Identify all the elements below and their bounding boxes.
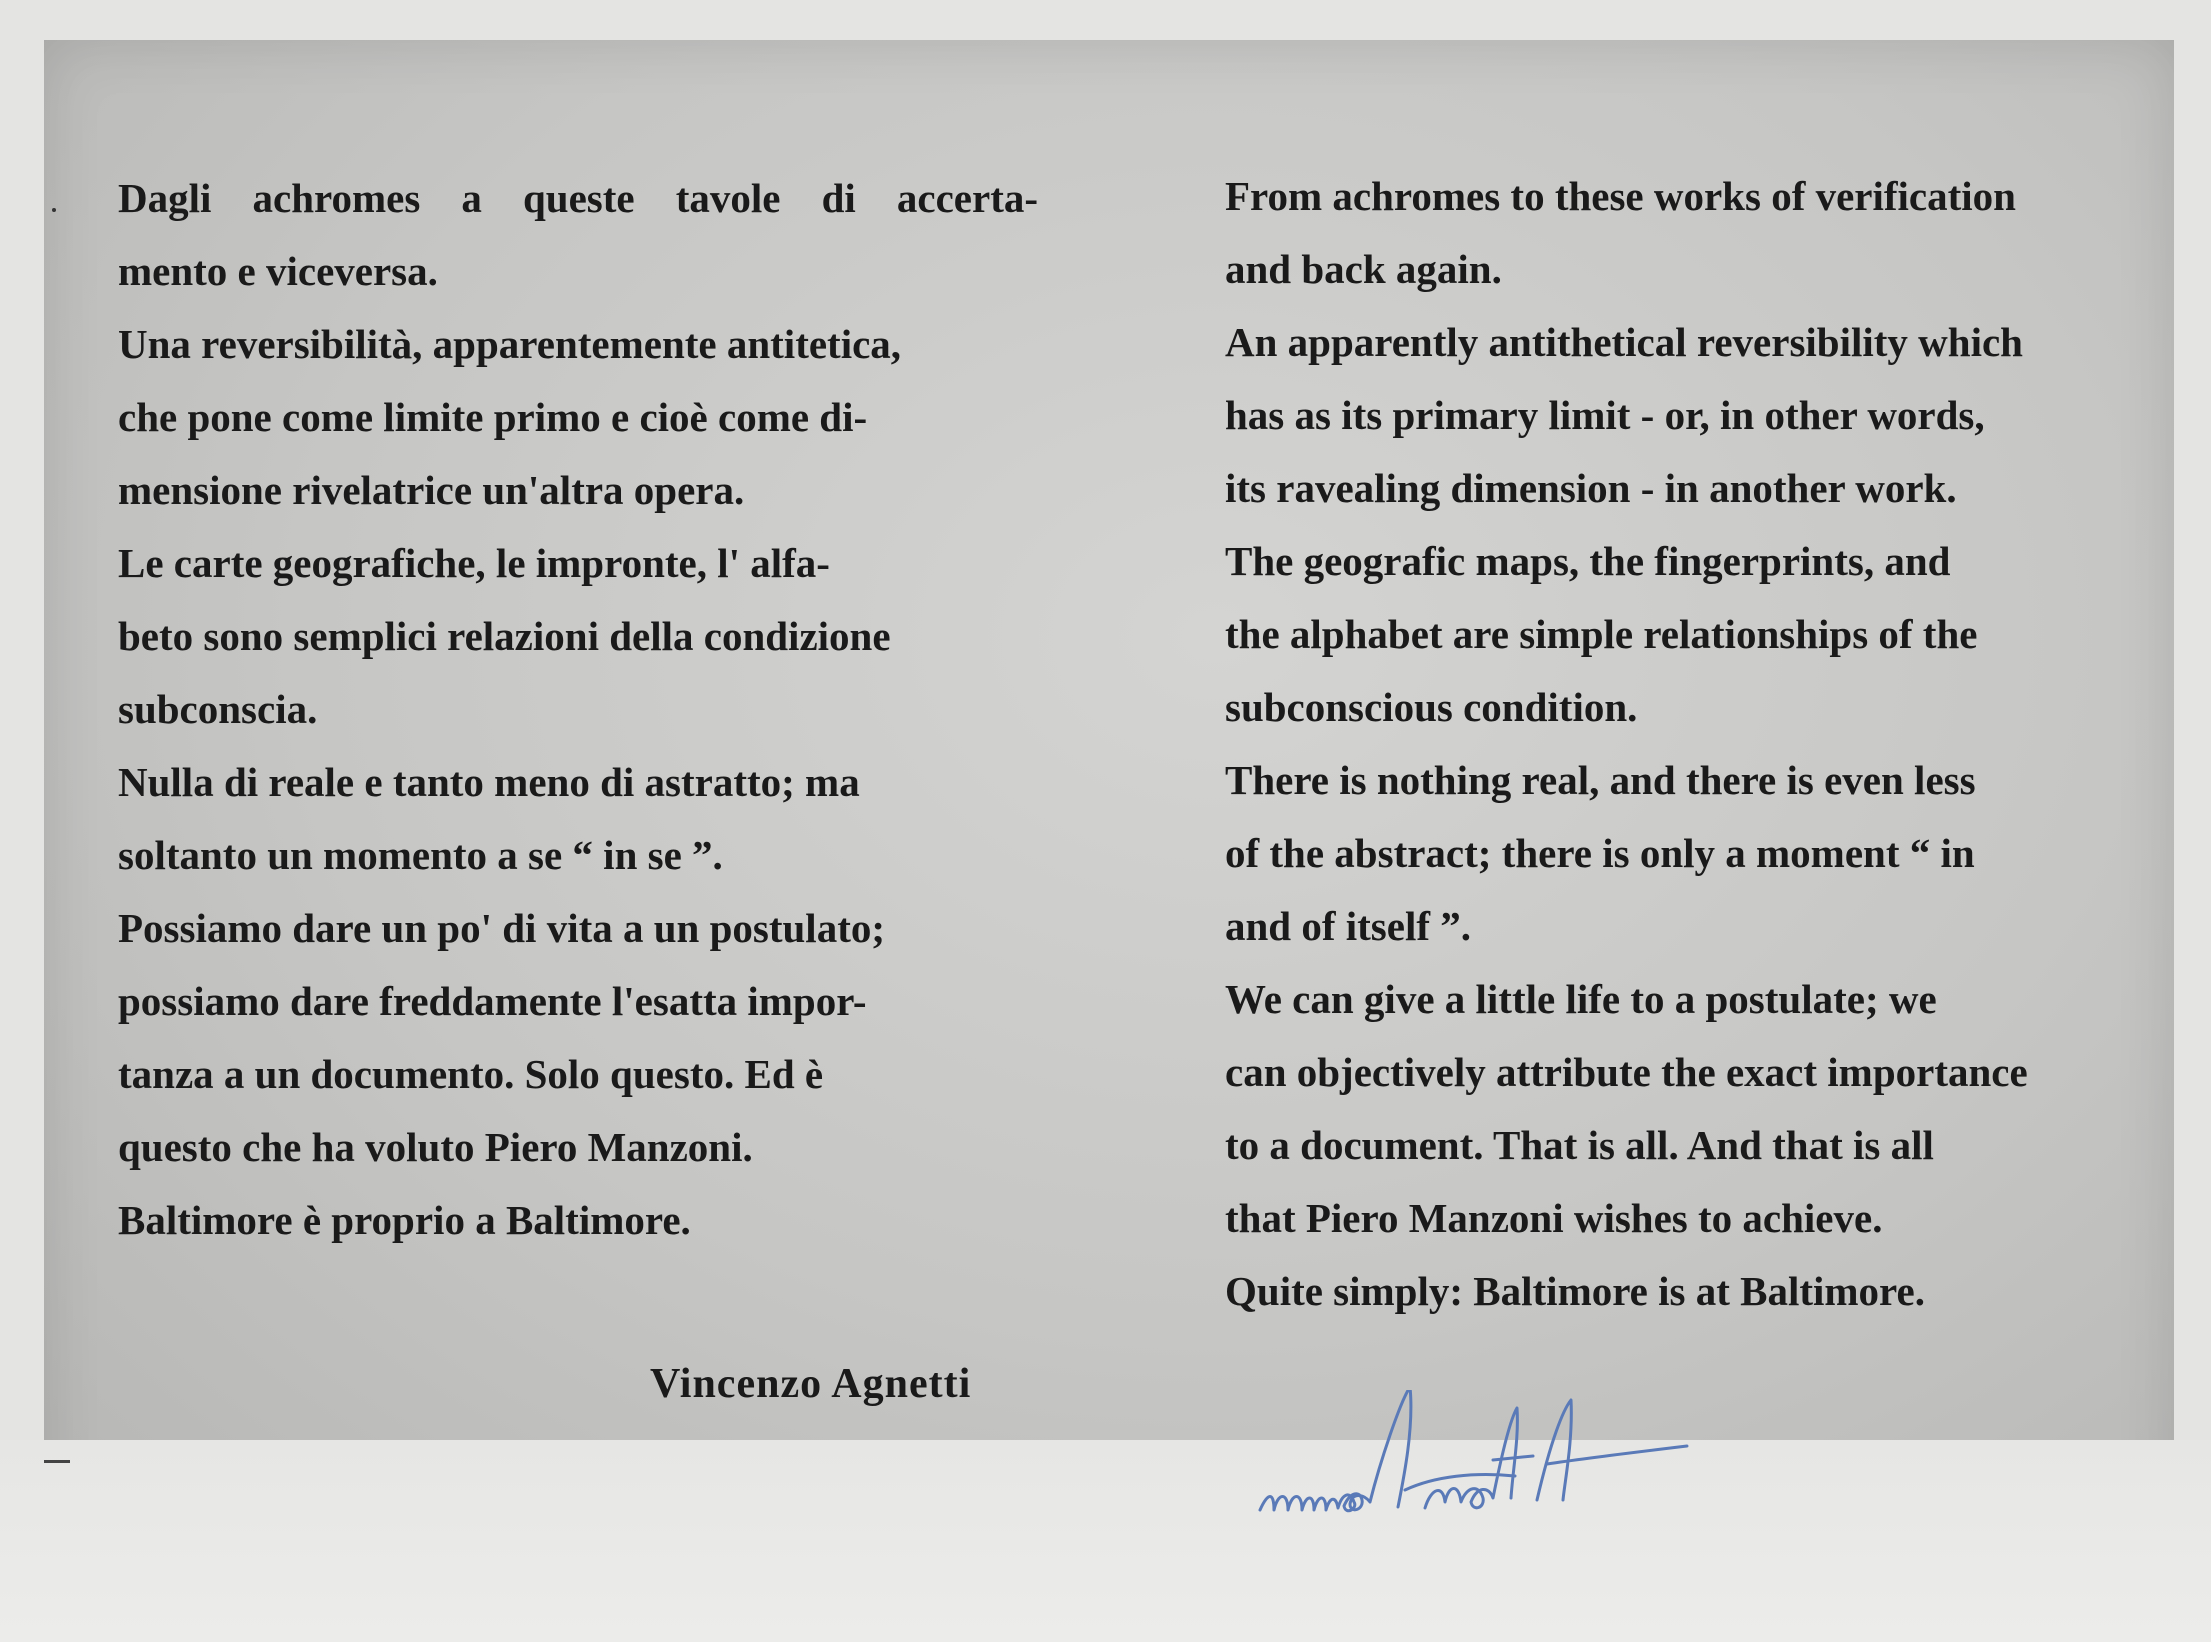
text-line: che pone come limite primo e cioè come di- bbox=[118, 394, 868, 440]
margin-dot bbox=[52, 208, 56, 212]
text-line: Baltimore è proprio a Baltimore. bbox=[118, 1197, 691, 1243]
author-name: Vincenzo Agnetti bbox=[650, 1361, 972, 1407]
text-line: its ravealing dimension - in another work. bbox=[1225, 465, 1957, 511]
text-line: tanza a un documento. Solo questo. Ed è bbox=[118, 1051, 824, 1097]
text-line: An apparently antithetical reversibility which bbox=[1225, 319, 2023, 365]
text-line: subconscious condition. bbox=[1225, 684, 1638, 730]
text-line: and of itself ”. bbox=[1225, 903, 1471, 949]
text-line: Possiamo dare un po' di vita a un postulato; bbox=[118, 905, 886, 951]
text-line: Una reversibilità, apparentemente antitetica, bbox=[118, 321, 902, 367]
text-line: Quite simply: Baltimore is at Baltimore. bbox=[1225, 1268, 1925, 1314]
text-line: soltanto un momento a se “ in se ”. bbox=[118, 832, 723, 878]
text-line: of the abstract; there is only a moment “ in bbox=[1225, 830, 1975, 876]
margin-dash bbox=[44, 1460, 70, 1463]
handwritten-signature bbox=[1255, 1390, 1985, 1560]
text-line: The geografic maps, the fingerprints, and bbox=[1225, 538, 1951, 584]
english-text-column bbox=[1225, 160, 2185, 1328]
text-line: questo che ha voluto Piero Manzoni. bbox=[118, 1124, 753, 1170]
text-line: possiamo dare freddamente l'esatta impor- bbox=[118, 978, 867, 1024]
text-line: We can give a little life to a postulate; we bbox=[1225, 976, 1937, 1022]
text-line: that Piero Manzoni wishes to achieve. bbox=[1225, 1195, 1883, 1241]
text-line: From achromes to these works of verification bbox=[1225, 173, 2016, 219]
text-line: Nulla di reale e tanto meno di astratto; ma bbox=[118, 759, 860, 805]
text-line: Dagli achromes a queste tavole di accerta- bbox=[118, 175, 1038, 221]
text-line: can objectively attribute the exact importance bbox=[1225, 1049, 2028, 1095]
text-line: mento e viceversa. bbox=[118, 248, 438, 294]
text-line: to a document. That is all. And that is all bbox=[1225, 1122, 1934, 1168]
text-line: There is nothing real, and there is even less bbox=[1225, 757, 1976, 803]
italian-text-column bbox=[118, 162, 1038, 1257]
text-line: has as its primary limit - or, in other words, bbox=[1225, 392, 1985, 438]
text-line: beto sono semplici relazioni della condizione bbox=[118, 613, 891, 659]
text-line: Le carte geografiche, le impronte, l' alfa- bbox=[118, 540, 830, 586]
text-line: subconscia. bbox=[118, 686, 318, 732]
text-line: mensione rivelatrice un'altra opera. bbox=[118, 467, 745, 513]
text-line: the alphabet are simple relationships of the bbox=[1225, 611, 1978, 657]
text-line: and back again. bbox=[1225, 246, 1502, 292]
